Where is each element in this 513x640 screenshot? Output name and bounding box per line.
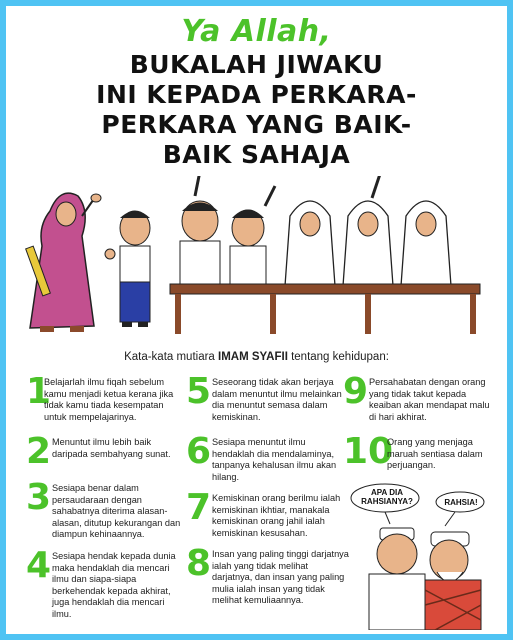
boys-at-desk xyxy=(180,176,275,286)
standing-boy-figure xyxy=(105,211,150,327)
quote-text: Persahabatan dengan orang yang tidak takut kepada keaiban akan mendapat malu di hari akhirat. xyxy=(369,377,490,422)
title-line-2: INI KEPADA PERKARA- xyxy=(96,80,417,109)
title-line-3: PERKARA YANG BAIK- xyxy=(101,110,412,139)
quote-text: Insan yang paling tinggi darjatnya ialah yang tidak melihat darjatnya, dan insan yang paling mulia ialah insan yang tidak melihat kemuliaannya. xyxy=(212,549,349,606)
quote-text: Belajarlah ilmu fiqah sebelum kamu menjadi ketua kerana jika tidak kamu tiada kesempatan untuk mempelajarinya. xyxy=(44,377,174,422)
quote-number: 5 xyxy=(186,371,212,412)
quote-text: Seseorang tidak akan berjaya dalam menuntut ilmu melainkan dia menuntut semasa dalam kemiskinan. xyxy=(212,377,342,422)
quote-number: 3 xyxy=(26,477,52,518)
quote-number: 7 xyxy=(186,487,212,528)
bubble-left: APA DIA RAHSIANYA? xyxy=(361,488,413,506)
bubble-right: RAHSIA! xyxy=(444,498,478,507)
quote-number: 6 xyxy=(186,431,212,472)
quote-text: Kemiskinan orang berilmu ialah kemiskinan ikhtiar, manakala kemiskinan orang jahil ialah kemiskinan kesusahan. xyxy=(212,493,341,538)
title-line-1: BUKALAH JIWAKU xyxy=(129,50,384,79)
title-green: Ya Allah, xyxy=(181,14,332,49)
quote-number: 9 xyxy=(343,371,369,412)
title-line-4: BAIK SAHAJA xyxy=(162,140,351,169)
quote-text: Orang yang menjaga maruah sentiasa dalam perjuangan. xyxy=(387,437,483,471)
subtitle xyxy=(0,351,513,363)
quote-number: 8 xyxy=(186,543,212,584)
quote-number: 10 xyxy=(343,431,394,472)
subtitle-suffix: tentang kehidupan: xyxy=(287,351,389,363)
quote-text: Sesiapa menuntut ilmu hendaklah dia mendalaminya, tanpanya kehalusan ilmu akan hilang. xyxy=(212,437,337,482)
quote-number: 4 xyxy=(26,545,52,586)
quote-text: Sesiapa benar dalam persaudaraan dengan sahabatnya diterima alasan-alasan, ditutup kekurangan dan diampun kehinaannya. xyxy=(52,483,181,540)
quote-number: 1 xyxy=(26,371,52,412)
quote-number: 2 xyxy=(26,431,52,472)
teacher-figure xyxy=(26,193,101,332)
quote-text: Sesiapa hendak kepada dunia maka hendaklah dia mencari ilmu dan siapa-siapa berkehendak kepada akhirat, juga hendaklah dia mencari ilmu. xyxy=(52,551,176,619)
subtitle-name: IMAM SYAFII xyxy=(218,351,288,363)
classroom-illustration xyxy=(20,176,498,341)
desks xyxy=(170,284,480,334)
girls-at-desk xyxy=(285,176,451,286)
subtitle-prefix: Kata-kata mutiara xyxy=(124,351,219,363)
quote-text: Menuntut ilmu lebih baik daripada sembahyang sunat. xyxy=(52,437,171,459)
